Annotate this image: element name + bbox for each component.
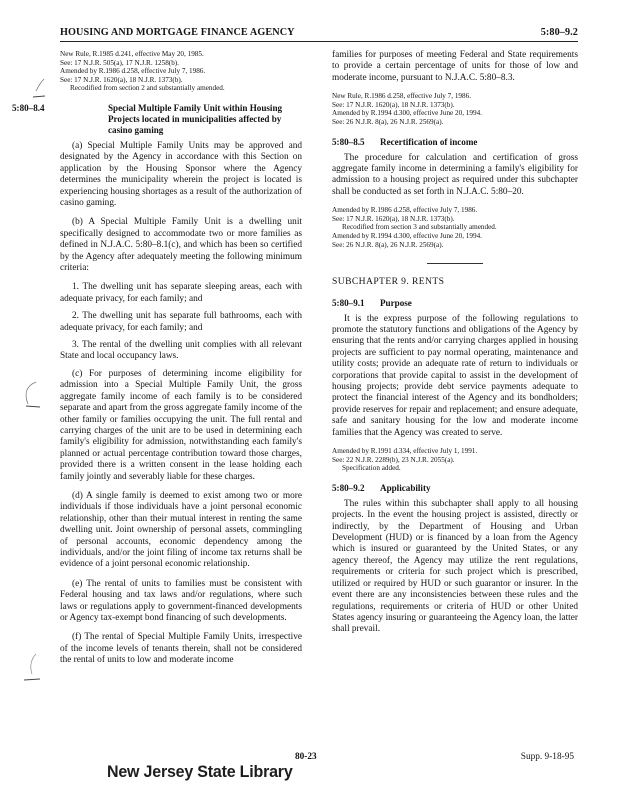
history-line: Recodified from section 2 and substantially amended. (70, 84, 225, 93)
header-section-range: 5:80–9.2 (540, 27, 578, 38)
history-note (332, 447, 578, 473)
history-line: New Rule, R.1986 d.258, effective July 7, 1986. (332, 92, 472, 101)
section-divider (427, 263, 483, 264)
running-header (60, 27, 578, 42)
section-heading (332, 298, 578, 309)
history-line: See: 17 N.J.R. 1620(a), 18 N.J.R. 1373(b). (332, 100, 455, 109)
left-column (12, 50, 302, 675)
margin-annotation-icon (20, 380, 44, 416)
history-line: See: 17 N.J.R. 1620(a), 18 N.J.R. 1373(b). (60, 75, 183, 84)
section-title: Applicability (380, 482, 431, 493)
right-column (332, 50, 578, 644)
history-line: See: 22 N.J.R. 2289(b), 23 N.J.R. 2055(a). (332, 455, 455, 464)
page-number: 80-23 (295, 752, 317, 762)
history-note (332, 206, 578, 249)
paragraph: (d) A single family is deemed to exist among two or more individuals if those individuals have a joint personal economic relationship, other than their mutual interest in renting the same dwelling unit. Joint ownership of personal assets, commingling of personal accounts, economic dependency among the individuals, and/or the joint filing of income tax returns shall be evidence of a joint personal economic relationship. (60, 490, 302, 570)
list-item: 2. The dwelling unit has separate full bathrooms, each with adequate privacy, for each family; and (60, 311, 302, 333)
section-number: 5:80–9.1 (332, 297, 365, 308)
paragraph: The procedure for calculation and certification of gross aggregate family income in determining a family's eligibility for admission to a housing project as required under this subchapter shall be conducted as set forth in N.J.A.C. 5:80–20. (332, 152, 578, 197)
margin-annotation-icon (30, 77, 50, 101)
paragraph: (e) The rental of units to families must be consistent with Federal housing and tax laws and/or regulations, where such laws or regulations apply to government-financed developments or Agency tax-exempt bond financing of such developments. (60, 578, 302, 623)
subchapter-heading: SUBCHAPTER 9. RENTS (332, 276, 445, 288)
paragraph: It is the express purpose of the following regulations to promote the statutory functions and obligations of the Agency by ensuring that the rents and/or carrying charges applied in housing projects are sufficient to pay normal operating, maintenance and utility costs; provide an adequate rate of return to individuals or corporations that provide capital to assist in the development of housing projects; provide debt service payments adequate to protect the financial interest of the Agency and its bondholders; provide reserves for repair and replacement; and ensure adequate, safe and sanitary housing for the low and moderate income families that the Agency was created to serve. (332, 313, 578, 438)
history-line: Recodified from section 3 and substantially amended. (342, 223, 497, 232)
section-heading (12, 102, 302, 136)
header-title: HOUSING AND MORTGAGE FINANCE AGENCY (60, 27, 295, 38)
history-line: Specification added. (342, 464, 401, 473)
paragraph: (c) For purposes of determining income eligibility for admission into a Special Multiple Family Unit, the gross aggregate family income of each family is to be considered separate and apart from the gross aggregate family income of the other family or families occupying the unit. The full rental and carrying charges of the unit are to be used in determining each family's eligibility for admission, notwithstanding each family's planned or actual percentage contribution toward those charges, provided there is a written consent in the lease holding each family jointly and severably liable for these charges. (60, 368, 302, 482)
history-note (60, 50, 302, 93)
section-title: Purpose (380, 297, 412, 308)
history-note (332, 92, 578, 126)
history-line: Amended by R.1986 d.258, effective July 7, 1986. (60, 67, 206, 76)
history-line: New Rule, R.1985 d.241, effective May 20, 1985. (60, 50, 204, 58)
paragraph: (b) A Special Multiple Family Unit is a dwelling unit specifically designed to accommodate two or more families as defined in N.J.A.C. 5:80–8.1(c), and which has been so certified by the Agency after adequately meeting the following minimum criteria: (60, 217, 302, 274)
list-item: 1. The dwelling unit has separate sleeping areas, each with adequate privacy, for each family; and (60, 282, 302, 304)
paragraph: The rules within this subchapter shall apply to all housing projects. In the event the housing project is assisted, directly or indirectly, by the Department of Housing and Urban Development (HUD) or is financed by a loan from the Agency which is insured or guaranteed by the United States, or any agency thereof, the Agency may utilize the rent regulations, requirements or criteria for such project which is prescribed, utilized or required by HUD or such guarantor or insurer. In the event there are any inconsistencies between these rules and the regulations, requirements or criteria of HUD or other United States agency insuring or guaranteeing the Agency loan, the latter shall prevail. (332, 498, 578, 635)
section-title: Recertification of income (380, 136, 478, 147)
section-number: 5:80–8.4 (12, 102, 45, 113)
history-line: Amended by R.1986 d.258, effective July 7, 1986. (332, 206, 478, 215)
paragraph: (a) Special Multiple Family Units may be approved and designated by the Agency in accordance with this Section on application by the Housing Sponsor where the Agency determines the municipality wherein the project is located is experiencing housing shortages as a result of the authorization of casino gaming. (60, 140, 302, 208)
section-title: Special Multiple Family Unit within Housing Projects located in municipalities affected by casino gaming (108, 102, 283, 135)
history-line: Amended by R.1994 d.300, effective June 20, 1994. (332, 109, 482, 118)
section-heading (332, 483, 578, 494)
paragraph: (f) The rental of Special Multiple Family Units, irrespective of the income levels of tenants therein, shall not be considered the rental of units to low and moderate income (60, 632, 302, 666)
history-line: See: 17 N.J.R. 1620(a), 18 N.J.R. 1373(b). (332, 214, 455, 223)
history-line: See: 26 N.J.R. 8(a), 26 N.J.R. 2569(a). (332, 118, 444, 126)
section-heading (332, 137, 578, 148)
history-line: See: 26 N.J.R. 8(a), 26 N.J.R. 2569(a). (332, 240, 444, 249)
history-line: See: 17 N.J.R. 505(a), 17 N.J.R. 1258(b). (60, 58, 179, 67)
supplement-date: Supp. 9-18-95 (520, 752, 574, 762)
margin-annotation-icon (22, 652, 46, 688)
library-stamp: New Jersey State Library (107, 763, 293, 782)
history-line: Amended by R.1994 d.300, effective June 20, 1994. (332, 232, 482, 240)
paragraph: families for purposes of meeting Federal and State requirements to provide a certain percentage of units for those of low and moderate income, pursuant to N.J.A.C. 5:80–8.3. (332, 50, 578, 83)
list-item: 3. The rental of the dwelling unit complies with all relevant State and local occupancy laws. (60, 340, 302, 362)
section-number: 5:80–8.5 (332, 136, 365, 147)
section-number: 5:80–9.2 (332, 482, 365, 493)
history-line: Amended by R.1991 d.334, effective July 1, 1991. (332, 447, 478, 456)
